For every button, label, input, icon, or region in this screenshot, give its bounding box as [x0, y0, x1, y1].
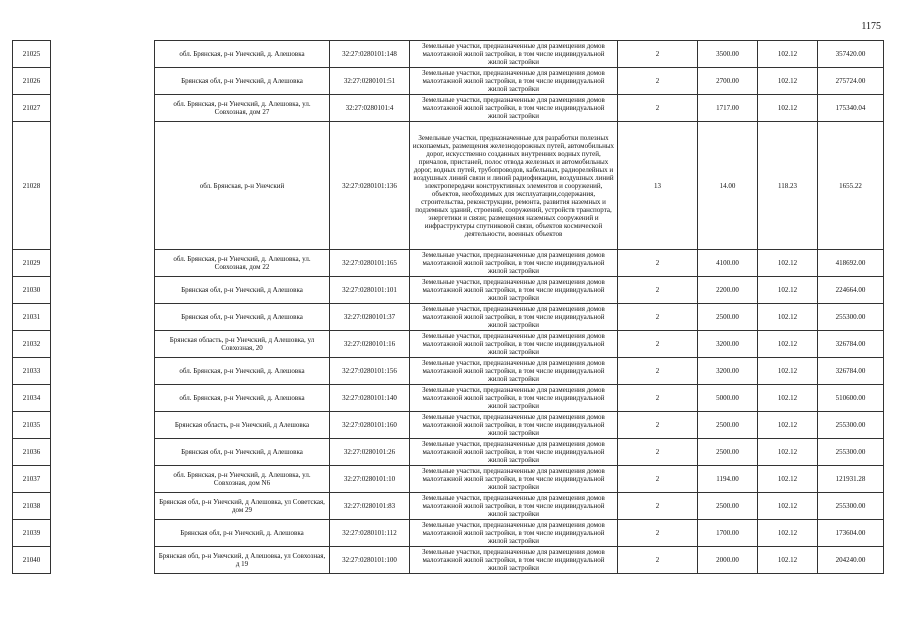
table-row: [13, 547, 884, 574]
area-cell: 14.00: [698, 122, 758, 250]
spacer-cell: [51, 439, 155, 466]
specific-value-cell: 102.12: [758, 68, 818, 95]
area-cell: 2700.00: [698, 68, 758, 95]
cadastral-value-cell: 255300.00: [818, 439, 884, 466]
area-cell: 5000.00: [698, 385, 758, 412]
permitted-use-cell: Земельные участки, предназначенные для размещения домов малоэтажной жилой застройки, в том числе индивидуальной жилой застройки: [410, 68, 618, 95]
use-group-cell: 2: [618, 547, 698, 574]
area-cell: 2200.00: [698, 277, 758, 304]
cadastral-value-cell: 255300.00: [818, 412, 884, 439]
table-row: [13, 520, 884, 547]
area-cell: 2500.00: [698, 304, 758, 331]
specific-value-cell: 102.12: [758, 358, 818, 385]
record-number: 21028: [13, 122, 51, 250]
address-cell: Брянская обл, р-н Унечский, д. Алешовка: [155, 520, 330, 547]
table-row: [13, 412, 884, 439]
use-group-cell: 2: [618, 466, 698, 493]
permitted-use-cell: Земельные участки, предназначенные для размещения домов малоэтажной жилой застройки, в том числе индивидуальной жилой застройки: [410, 277, 618, 304]
permitted-use-cell: Земельные участки, предназначенные для размещения домов малоэтажной жилой застройки, в том числе индивидуальной жилой застройки: [410, 41, 618, 68]
cadastral-value-cell: 175340.04: [818, 95, 884, 122]
cadastral-number-cell: 32:27:0280101:136: [330, 122, 410, 250]
specific-value-cell: 102.12: [758, 466, 818, 493]
area-cell: 2000.00: [698, 547, 758, 574]
record-number: 21029: [13, 250, 51, 277]
table-row: [13, 250, 884, 277]
table-row: [13, 41, 884, 68]
record-number: 21030: [13, 277, 51, 304]
spacer-cell: [51, 493, 155, 520]
address-cell: обл. Брянская, р-н Унечский, д. Алешовка: [155, 41, 330, 68]
cadastral-value-cell: 255300.00: [818, 304, 884, 331]
permitted-use-cell: Земельные участки, предназначенные для размещения домов малоэтажной жилой застройки, в том числе индивидуальной жилой застройки: [410, 358, 618, 385]
address-cell: обл. Брянская, р-н Унечский, д. Алешовка: [155, 358, 330, 385]
spacer-cell: [51, 304, 155, 331]
use-group-cell: 2: [618, 68, 698, 95]
use-group-cell: 2: [618, 493, 698, 520]
cadastral-number-cell: 32:27:0280101:51: [330, 68, 410, 95]
use-group-cell: 2: [618, 412, 698, 439]
use-group-cell: 2: [618, 439, 698, 466]
specific-value-cell: 102.12: [758, 520, 818, 547]
record-number: 21027: [13, 95, 51, 122]
record-number: 21025: [13, 41, 51, 68]
cadastral-number-cell: 32:27:0280101:37: [330, 304, 410, 331]
table-row: [13, 122, 884, 250]
table-row: [13, 277, 884, 304]
area-cell: 2500.00: [698, 412, 758, 439]
address-cell: обл. Брянская, р-н Унечский, д. Алешовка, ул. Совхозная, дом 27: [155, 95, 330, 122]
cadastral-number-cell: 32:27:0280101:4: [330, 95, 410, 122]
address-cell: Брянская обл, р-н Унечский, д Алешовка, ул Советская, дом 29: [155, 493, 330, 520]
area-cell: 3500.00: [698, 41, 758, 68]
cadastral-number-cell: 32:27:0280101:83: [330, 493, 410, 520]
cadastral-value-cell: 510600.00: [818, 385, 884, 412]
area-cell: 3200.00: [698, 358, 758, 385]
cadastral-value-cell: 121931.28: [818, 466, 884, 493]
address-cell: Брянская обл, р-н Унечский, д Алешовка: [155, 439, 330, 466]
specific-value-cell: 102.12: [758, 547, 818, 574]
record-number: 21033: [13, 358, 51, 385]
cadastral-number-cell: 32:27:0280101:112: [330, 520, 410, 547]
spacer-cell: [51, 41, 155, 68]
cadastral-value-cell: 1655.22: [818, 122, 884, 250]
table-row: [13, 304, 884, 331]
address-cell: Брянская обл, р-н Унечский, д Алешовка: [155, 277, 330, 304]
use-group-cell: 2: [618, 304, 698, 331]
specific-value-cell: 118.23: [758, 122, 818, 250]
cadastral-value-cell: 204240.00: [818, 547, 884, 574]
spacer-cell: [51, 466, 155, 493]
address-cell: обл. Брянская, р-н Унечский, д. Алешовка, ул. Совхозная, дом 22: [155, 250, 330, 277]
record-number: 21032: [13, 331, 51, 358]
record-number: 21034: [13, 385, 51, 412]
page-number: 1175: [861, 21, 881, 32]
specific-value-cell: 102.12: [758, 95, 818, 122]
use-group-cell: 2: [618, 250, 698, 277]
address-cell: Брянская обл, р-н Унечский, д Алешовка: [155, 68, 330, 95]
cadastral-number-cell: 32:27:0280101:26: [330, 439, 410, 466]
cadastral-number-cell: 32:27:0280101:10: [330, 466, 410, 493]
record-number: 21031: [13, 304, 51, 331]
table-row: [13, 95, 884, 122]
record-number: 21038: [13, 493, 51, 520]
cadastral-value-cell: 326784.00: [818, 331, 884, 358]
spacer-cell: [51, 520, 155, 547]
permitted-use-cell: Земельные участки, предназначенные для размещения домов малоэтажной жилой застройки, в том числе индивидуальной жилой застройки: [410, 385, 618, 412]
permitted-use-cell: Земельные участки, предназначенные для размещения домов малоэтажной жилой застройки, в том числе индивидуальной жилой застройки: [410, 466, 618, 493]
cadastral-value-cell: 326784.00: [818, 358, 884, 385]
address-cell: Брянская обл, р-н Унечский, д Алешовка, ул Совхозная, д 19: [155, 547, 330, 574]
address-cell: обл. Брянская, р-н Унечский, д. Алешовка: [155, 385, 330, 412]
spacer-cell: [51, 331, 155, 358]
area-cell: 4100.00: [698, 250, 758, 277]
table-row: [13, 385, 884, 412]
use-group-cell: 2: [618, 385, 698, 412]
table-row: [13, 358, 884, 385]
record-number: 21026: [13, 68, 51, 95]
address-cell: обл. Брянская, р-н Унечский: [155, 122, 330, 250]
table-body: [13, 41, 884, 574]
record-number: 21035: [13, 412, 51, 439]
area-cell: 2500.00: [698, 493, 758, 520]
area-cell: 2500.00: [698, 439, 758, 466]
spacer-cell: [51, 277, 155, 304]
permitted-use-cell: Земельные участки, предназначенные для размещения домов малоэтажной жилой застройки, в том числе индивидуальной жилой застройки: [410, 439, 618, 466]
table-row: [13, 439, 884, 466]
use-group-cell: 2: [618, 41, 698, 68]
cadastral-number-cell: 32:27:0280101:156: [330, 358, 410, 385]
spacer-cell: [51, 547, 155, 574]
address-cell: обл. Брянская, р-н Унечский, д. Алешовка, ул. Совхозная, дом N6: [155, 466, 330, 493]
address-cell: Брянская обл, р-н Унечский, д Алешовка: [155, 304, 330, 331]
area-cell: 1194.00: [698, 466, 758, 493]
specific-value-cell: 102.12: [758, 41, 818, 68]
use-group-cell: 2: [618, 331, 698, 358]
record-number: 21040: [13, 547, 51, 574]
record-number: 21039: [13, 520, 51, 547]
cadastral-number-cell: 32:27:0280101:16: [330, 331, 410, 358]
permitted-use-cell: Земельные участки, предназначенные для размещения домов малоэтажной жилой застройки, в том числе индивидуальной жилой застройки: [410, 304, 618, 331]
cadastral-value-cell: 418692.00: [818, 250, 884, 277]
cadastral-value-cell: 275724.00: [818, 68, 884, 95]
specific-value-cell: 102.12: [758, 331, 818, 358]
use-group-cell: 2: [618, 277, 698, 304]
area-cell: 1717.00: [698, 95, 758, 122]
record-number: 21036: [13, 439, 51, 466]
land-plots-table: [12, 40, 884, 574]
cadastral-number-cell: 32:27:0280101:100: [330, 547, 410, 574]
spacer-cell: [51, 68, 155, 95]
specific-value-cell: 102.12: [758, 439, 818, 466]
permitted-use-cell: Земельные участки, предназначенные для размещения домов малоэтажной жилой застройки, в том числе индивидуальной жилой застройки: [410, 331, 618, 358]
address-cell: Брянская область, р-н Унечский, д Алешовка: [155, 412, 330, 439]
permitted-use-cell: Земельные участки, предназначенные для разработки полезных ископаемых, размещения железнодорожных путей, автомобильных дорог, искусственно созданных внутренних водных путей, причалов, пристаней, полос отвода железных и автомобильных дорог, водных путей, трубопроводов, кабельных, радиорелейных и воздушных линий связи и линий радиофикации, воздушных линий электропередачи конструктивных элементов и сооружений, объектов, необходимых для эксплуатации,содержания, строительства, реконструкции, ремонта, развития наземных и подземных зданий, строений, сооружений, устройств транспорта, энергетики и связи; размещения наземных сооружений и инфраструктуры спутниковой связи, объектов космической деятельности, военных объектов: [410, 122, 618, 250]
cadastral-value-cell: 173604.00: [818, 520, 884, 547]
spacer-cell: [51, 122, 155, 250]
area-cell: 1700.00: [698, 520, 758, 547]
cadastral-value-cell: 224664.00: [818, 277, 884, 304]
permitted-use-cell: Земельные участки, предназначенные для размещения домов малоэтажной жилой застройки, в том числе индивидуальной жилой застройки: [410, 95, 618, 122]
cadastral-value-cell: 357420.00: [818, 41, 884, 68]
specific-value-cell: 102.12: [758, 304, 818, 331]
spacer-cell: [51, 412, 155, 439]
record-number: 21037: [13, 466, 51, 493]
table-row: [13, 493, 884, 520]
spacer-cell: [51, 358, 155, 385]
cadastral-value-cell: 255300.00: [818, 493, 884, 520]
use-group-cell: 2: [618, 358, 698, 385]
spacer-cell: [51, 95, 155, 122]
cadastral-number-cell: 32:27:0280101:140: [330, 385, 410, 412]
cadastral-number-cell: 32:27:0280101:148: [330, 41, 410, 68]
table-row: [13, 466, 884, 493]
specific-value-cell: 102.12: [758, 250, 818, 277]
permitted-use-cell: Земельные участки, предназначенные для размещения домов малоэтажной жилой застройки, в том числе индивидуальной жилой застройки: [410, 412, 618, 439]
area-cell: 3200.00: [698, 331, 758, 358]
permitted-use-cell: Земельные участки, предназначенные для размещения домов малоэтажной жилой застройки, в том числе индивидуальной жилой застройки: [410, 250, 618, 277]
spacer-cell: [51, 385, 155, 412]
use-group-cell: 2: [618, 95, 698, 122]
table-row: [13, 68, 884, 95]
use-group-cell: 13: [618, 122, 698, 250]
permitted-use-cell: Земельные участки, предназначенные для размещения домов малоэтажной жилой застройки, в том числе индивидуальной жилой застройки: [410, 520, 618, 547]
permitted-use-cell: Земельные участки, предназначенные для размещения домов малоэтажной жилой застройки, в том числе индивидуальной жилой застройки: [410, 493, 618, 520]
address-cell: Брянская область, р-н Унечский, д Алешовка, ул Совхозная, 20: [155, 331, 330, 358]
specific-value-cell: 102.12: [758, 493, 818, 520]
specific-value-cell: 102.12: [758, 277, 818, 304]
cadastral-number-cell: 32:27:0280101:165: [330, 250, 410, 277]
permitted-use-cell: Земельные участки, предназначенные для размещения домов малоэтажной жилой застройки, в том числе индивидуальной жилой застройки: [410, 547, 618, 574]
cadastral-number-cell: 32:27:0280101:160: [330, 412, 410, 439]
table-row: [13, 331, 884, 358]
specific-value-cell: 102.12: [758, 412, 818, 439]
use-group-cell: 2: [618, 520, 698, 547]
cadastral-number-cell: 32:27:0280101:101: [330, 277, 410, 304]
specific-value-cell: 102.12: [758, 385, 818, 412]
spacer-cell: [51, 250, 155, 277]
